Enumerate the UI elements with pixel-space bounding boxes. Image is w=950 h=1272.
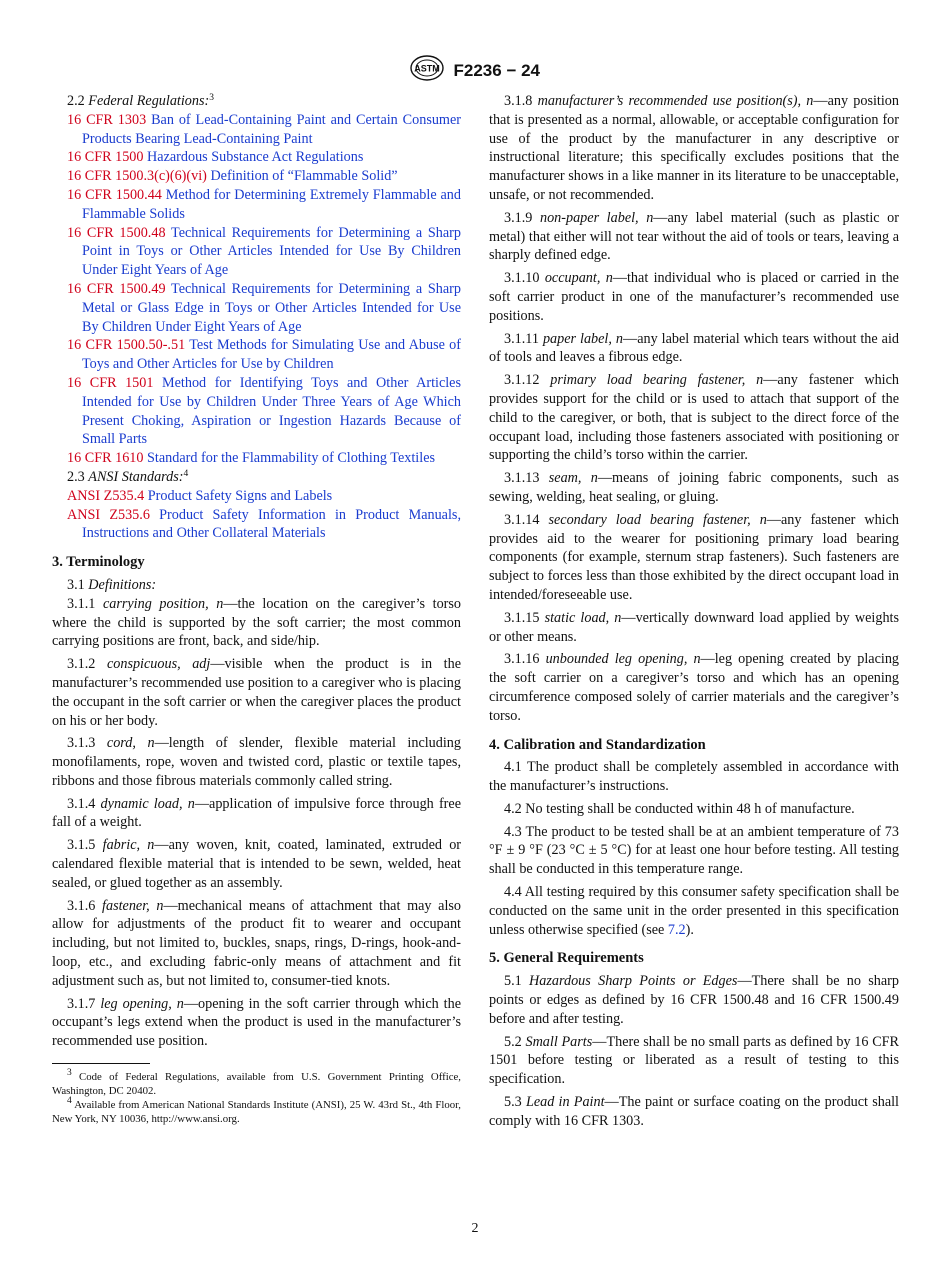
svg-text:ASTM: ASTM (414, 63, 440, 74)
definition-term: carrying position, n (102, 595, 224, 612)
definition-text: —the location on the caregiver’s torso where the child is supported by the soft carrier; the most common carrying positions are front, back, and side/hip. (52, 595, 462, 650)
definition-paragraph (489, 371, 899, 465)
reference-code-link[interactable]: 16 CFR 1500.3(c)(6)(vi) (67, 168, 207, 185)
reference-title-link[interactable]: Product Safety Information in Product Manuals, Instructions and Other Collateral Materials (82, 506, 461, 542)
footnote-ref[interactable]: 3 (209, 93, 214, 103)
definition-term: static load, n (544, 609, 622, 626)
reference-code-link[interactable]: 16 CFR 1303 (67, 111, 147, 128)
reference-title-link[interactable]: Technical Requirements for Determining a Sharp Metal or Glass Edge in Toys or Other Articles Intended for Use By Children Under Eight Years of Age (82, 280, 461, 335)
definition-paragraph (52, 795, 461, 833)
definition-number: 3.1.13 (504, 470, 540, 487)
definition-term: non-paper label, n (539, 209, 654, 226)
right-column (489, 92, 899, 1135)
definition-text: —that individual who is placed or carried in the soft carrier product in one of the manufacturer’s recommended use positions. (489, 270, 899, 324)
definition-text: —application of impulsive force through free fall of a weight. (52, 795, 461, 831)
definition-number: 3.1.6 (67, 897, 96, 914)
page-number: 2 (471, 1221, 479, 1236)
requirement-paragraph (489, 1093, 899, 1131)
definition-paragraph (52, 836, 461, 892)
definition-number: 3.1.11 (504, 330, 539, 347)
reference-title-link[interactable]: Definition of “Flammable Solid” (210, 168, 398, 185)
section-title: Definitions: (88, 576, 157, 593)
definition-paragraph (489, 330, 899, 368)
reference-title-link[interactable]: Method for Determining Extremely Flammable and Flammable Solids (82, 186, 461, 222)
definition-text: —length of slender, flexible material including monofilaments, rope, woven and twisted cord, plastic or textile tapes, ribbons and those fibrous materials commonly called string. (52, 735, 461, 789)
item-text-tail: ). (685, 921, 694, 938)
item-text: The product to be tested shall be at an ambient temperature of 73 °F ± 9 °F (23 °C ± 5 °C) for at least one hour before testing. All testing shall be conducted in this temperature range. (489, 823, 899, 878)
reference-code-link[interactable]: 16 CFR 1500.49 (67, 280, 166, 297)
reference-item (52, 167, 461, 186)
definition-paragraph (489, 650, 899, 725)
definition-number: 3.1.3 (67, 735, 96, 752)
item-number: 5.3 (504, 1094, 522, 1111)
requirement-paragraph (489, 972, 899, 1028)
item-number: 4.1 (504, 759, 522, 776)
definition-number: 3.1.9 (504, 209, 533, 226)
footnote-text: Code of Federal Regulations, available from U.S. Government Printing Office, Washington, DC 20402. (52, 1071, 461, 1098)
reference-title-link[interactable]: Product Safety Signs and Labels (147, 487, 333, 504)
section-heading-4: 4. Calibration and Standardization (489, 736, 706, 753)
section-title: ANSI Standards: (88, 468, 184, 485)
section-heading-2-2 (52, 92, 461, 111)
definition-paragraph (52, 897, 461, 991)
reference-item (52, 336, 461, 374)
section-number: 2.3 (67, 468, 85, 485)
item-term: Lead in Paint (525, 1094, 605, 1111)
footnote-ref[interactable]: 4 (183, 468, 189, 479)
reference-item (52, 111, 461, 149)
definition-paragraph (489, 92, 899, 205)
reference-item (52, 224, 461, 280)
section-number: 3.1 (67, 576, 85, 593)
footnote (52, 1070, 461, 1098)
reference-title-link[interactable]: Hazardous Substance Act Regulations (147, 149, 364, 166)
definition-paragraph (52, 995, 461, 1051)
definition-paragraph (52, 595, 461, 651)
item-text: The product shall be completely assembled in accordance with the manufacturer’s instructions. (489, 759, 899, 795)
definition-text: —any position that is presented as a normal, allowable, or acceptable configuration for use of the product by the manufacturer in any descriptive or instructional literature; this specifically excludes positions that the manufacturer shows in a like manner in its literature to be unacceptable, unsafe, or not recommended. (489, 93, 899, 203)
definition-number: 3.1.4 (67, 795, 96, 812)
definition-text: —mechanical means of attachment that may also allow for adjustments of the product fit to wearer and occupant including, but not limited to, buckles, snaps, rings, D-rings, hook-and-loop, etc., and excluding fabric-only means of attachment and fit adjustment such as, but not limited to, consumer-tied knots. (52, 897, 462, 989)
reference-item (52, 487, 461, 506)
footnote-divider (52, 1063, 150, 1064)
item-text: —There shall be no small parts as defined by 16 CFR 1501 before testing or liberated as a result of testing to this specification. (489, 1033, 900, 1088)
definition-paragraph (52, 734, 461, 790)
reference-item (52, 374, 461, 449)
reference-code-link[interactable]: ANSI Z535.4 (67, 487, 145, 504)
reference-code-link[interactable]: 16 CFR 1501 (67, 374, 154, 391)
definition-paragraph (489, 269, 899, 325)
subsection-3-1 (52, 576, 461, 595)
definition-text: —any label material (such as plastic or metal) that either will not tear without the aid of tools or tears, leaving a sharply defined edge. (489, 209, 900, 264)
definition-text: —any label material which tears without the aid of tools and leaves a fibrous edge. (489, 330, 900, 366)
reference-code-link[interactable]: 16 CFR 1610 (67, 450, 144, 467)
definition-term: occupant, n (544, 270, 613, 287)
definition-number: 3.1.15 (504, 609, 540, 626)
definition-paragraph (489, 511, 899, 605)
definition-term: primary load bearing fastener, n (550, 372, 764, 389)
definition-paragraph (489, 209, 899, 265)
definition-term: fastener, n (102, 897, 164, 914)
reference-code-link[interactable]: 16 CFR 1500.44 (67, 186, 162, 203)
section-heading-2-3 (52, 468, 461, 487)
item-text: —The paint or surface coating on the product shall comply with 16 CFR 1303. (489, 1094, 900, 1129)
definition-text: —means of joining fabric components, such as sewing, welding, heat sealing, or gluing. (489, 470, 899, 505)
requirement-paragraph (489, 823, 899, 879)
reference-code-link[interactable]: 16 CFR 1500.48 (67, 224, 166, 241)
reference-code-link[interactable]: 16 CFR 1500.50-.51 (67, 337, 186, 354)
reference-item (52, 148, 461, 167)
section-title: Federal Regulations: (88, 93, 210, 109)
definition-number: 3.1.12 (504, 372, 540, 389)
reference-title-link[interactable]: Ban of Lead-Containing Paint and Certain Consumer Products Bearing Lead-Containing Paint (82, 111, 461, 147)
item-text: No testing shall be conducted within 48 h of manufacture. (525, 800, 855, 817)
item-number: 4.3 (504, 823, 522, 840)
definition-text: —any fastener which provides aid to the wearer for positioning primary load bearing components (for example, sternum strap fasteners). Such fasteners are subject to forces less than those exhibited by the direct occupant load in intended/foreseeable use. (489, 511, 899, 603)
footnote-number: 4 (67, 1096, 72, 1107)
definition-number: 3.1.5 (67, 837, 96, 854)
item-number: 5.1 (504, 973, 522, 990)
item-number: 4.4 (504, 884, 522, 901)
reference-code-link[interactable]: ANSI Z535.6 (67, 506, 150, 523)
definition-term: paper label, n (542, 330, 623, 347)
definition-term: manufacturer’s recommended use position(s), n (537, 93, 814, 109)
left-column (52, 92, 461, 1126)
section-number: 2.2 (67, 93, 85, 109)
definition-paragraph (489, 609, 899, 647)
reference-item (52, 280, 461, 336)
reference-item (52, 186, 461, 224)
definition-text: —any fastener which provides support for the child or is used to attach that support of the child to the caregiver, or both, that is subject to the direct force of the occupant load, including those fasteners associated with positioning or supporting the child’s torso within the carrier. (489, 372, 899, 464)
definition-paragraph (489, 469, 899, 507)
definition-number: 3.1.8 (504, 93, 533, 109)
definition-text: —opening in the soft carrier through which the occupant’s legs extend when the product is used in the manufacturer’s recommended use position. (52, 995, 461, 1050)
definition-number: 3.1.7 (67, 995, 96, 1012)
designation: F2236 − 24 (453, 60, 541, 80)
definition-number: 3.1.10 (504, 270, 540, 287)
requirement-paragraph (489, 758, 899, 796)
page-header (0, 55, 950, 87)
section-7-2-link[interactable]: 7.2 (667, 921, 686, 938)
definition-term: unbounded leg opening, n (545, 651, 701, 668)
reference-item (52, 449, 461, 468)
footnote-number: 3 (67, 1068, 72, 1079)
requirement-paragraph (489, 1033, 899, 1089)
requirement-paragraph (489, 883, 899, 939)
definition-text: —leg opening created by placing the soft carrier on a caregiver’s torso and which has an opening circumference composed solely of carrier materials and the caregiver’s torso. (489, 651, 900, 724)
reference-title-link[interactable]: Standard for the Flammability of Clothing Textiles (147, 450, 436, 467)
definition-number: 3.1.16 (504, 651, 540, 668)
definition-text: —vertically downward load applied by weights or other means. (489, 609, 900, 645)
footnote (52, 1098, 461, 1126)
definition-term: conspicuous, adj (106, 656, 211, 673)
definition-term: cord, n (106, 735, 155, 752)
item-number: 5.2 (504, 1033, 522, 1050)
definition-term: dynamic load, n (100, 795, 195, 812)
definition-text: —visible when the product is in the manufacturer’s recommended use position to a caregiver who is placing the occupant in the soft carrier or when the caregiver places the product on his or her body. (52, 656, 461, 729)
section-heading-5: 5. General Requirements (489, 950, 644, 967)
reference-title-link[interactable]: Technical Requirements for Determining a Sharp Point in Toys or Other Articles Intended for Use By Children Under Eight Years of Age (82, 224, 461, 279)
reference-code-link[interactable]: 16 CFR 1500 (67, 149, 144, 166)
item-text: All testing required by this consumer safety specification shall be conducted on the same unit in the order presented in this specification unless otherwise specified (see (489, 884, 899, 938)
item-term: Hazardous Sharp Points or Edges (529, 973, 738, 990)
requirement-paragraph (489, 800, 899, 819)
definition-text: —any woven, knit, coated, laminated, extruded or calendared flexible material that is intended to be sewn, welded, heat sealed, or glued together as an assembly. (52, 837, 462, 891)
definition-term: fabric, n (102, 837, 155, 854)
definition-paragraph (52, 655, 461, 730)
item-term: Small Parts (525, 1033, 593, 1050)
astm-logo-icon (410, 55, 444, 87)
definition-term: secondary load bearing fastener, n (548, 511, 767, 528)
item-text: —There shall be no sharp points or edges as defined by 16 CFR 1500.48 and 16 CFR 1500.49 before and after testing. (489, 973, 900, 1027)
reference-item (52, 506, 461, 544)
item-number: 4.2 (504, 800, 522, 817)
reference-title-link[interactable]: Method for Identifying Toys and Other Articles Intended for Use by Children Under Three Years of Age Which Present Choking, Aspiration or Ingestion Hazards Because of Small Parts (82, 374, 462, 448)
definition-number: 3.1.2 (67, 656, 96, 673)
definition-number: 3.1.14 (504, 511, 540, 528)
definition-number: 3.1.1 (67, 595, 96, 612)
definition-term: leg opening, n (100, 995, 184, 1012)
definition-term: seam, n (548, 470, 598, 487)
footnote-text: Available from American National Standards Institute (ANSI), 25 W. 43rd St., 4th Floor, New York, NY 10036, http://www.ansi.org. (52, 1099, 461, 1126)
reference-title-link[interactable]: Test Methods for Simulating Use and Abuse of Toys and Other Articles for Use by Children (82, 337, 462, 373)
section-heading-3: 3. Terminology (52, 554, 145, 571)
